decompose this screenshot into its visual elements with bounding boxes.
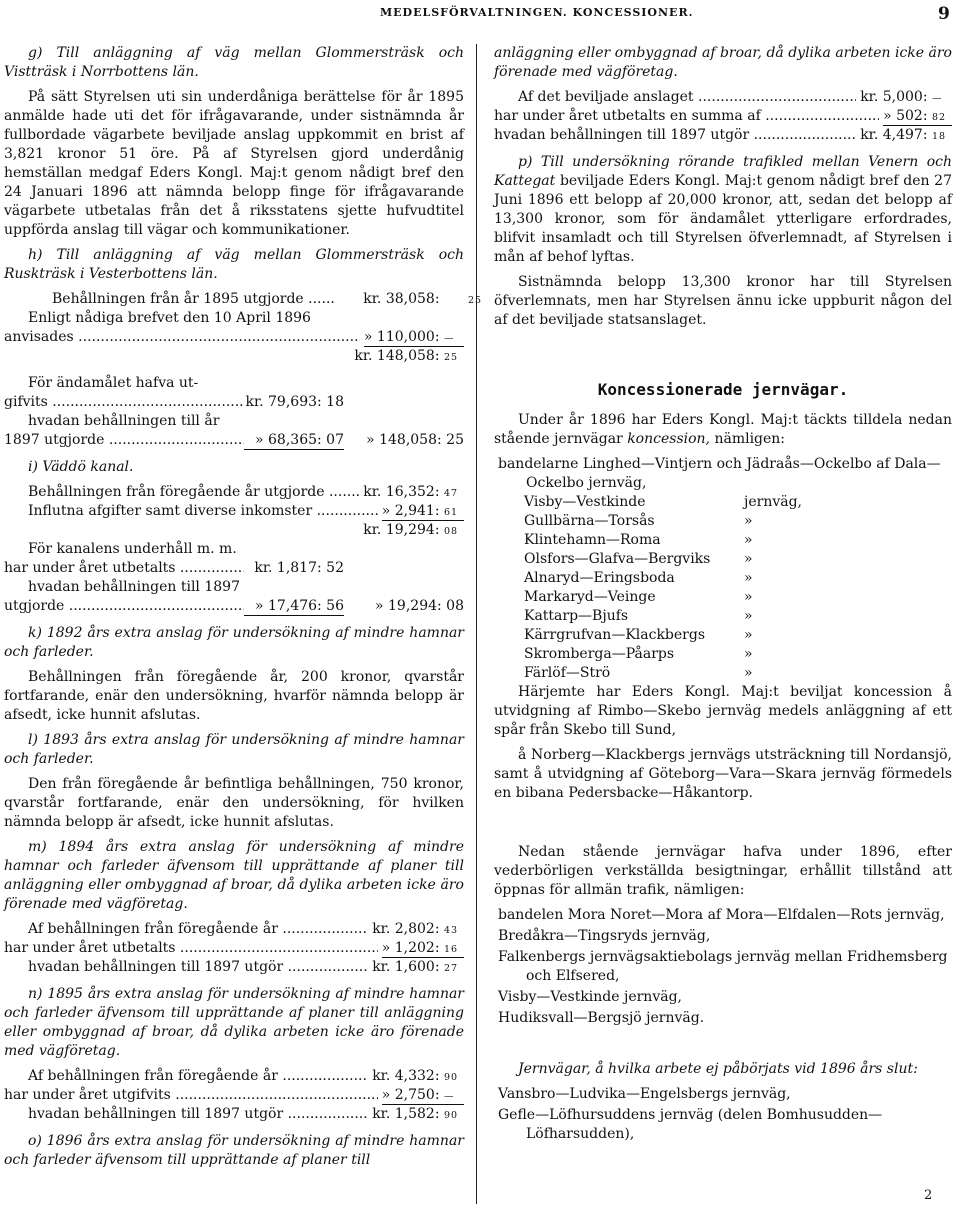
ledger-row: Influtna afgifter samt diverse inkomster ..... » 2,941: 61 xyxy=(4,502,464,521)
not-started-title: Jernvägar, å hvilka arbete ej påbörjats vid 1896 års slut: xyxy=(518,1061,918,1077)
railway-line-item: Gullbärna—Torsås » xyxy=(524,513,753,529)
ledger-row: 1897 utgjorde ..... » 68,365: 07 » 148,058: 25 xyxy=(4,431,464,450)
page-header xyxy=(0,4,960,24)
ledger-text: hvadan behållningen till år xyxy=(28,413,220,429)
railway-line-item: Färlöf—Strö » xyxy=(524,665,753,681)
section-l-paragraph: Den från föregående år befintliga behållningen, 750 kronor, qvarstår fortfarande, enär den undersökning, för hvilken nämnda belopp är afsedt, icke hunnit afslutas. xyxy=(4,776,464,830)
norberg-paragraph: å Norberg—Klackbergs jernvägs utsträckning till Nordansjö, samt å utvidgning af Göteborg—Vara—Skara jernväg förmedels en bibana Pedersbacke—Håkantorp. xyxy=(494,747,952,801)
intro-paragraph: Under år 1896 har Eders Kongl. Maj:t täckts tilldela nedan stående jernvägar koncession, nämligen: xyxy=(494,412,952,447)
ledger-row: har under året utgifvits ..... » 2,750: — xyxy=(4,1086,464,1105)
running-title: MEDELSFÖRVALTNINGEN. KONCESSIONER. xyxy=(380,6,694,19)
ledger-row: hvadan behållningen till 1897 utgör ..... kr. 1,582: 90 xyxy=(4,1105,464,1124)
ledger-row: Af behållningen från föregående år ..... kr. 2,802: 43 xyxy=(4,920,464,939)
ledger-text: Enligt nådiga brefvet den 10 April 1896 xyxy=(28,310,311,326)
section-heading: Koncessionerade jernvägar. xyxy=(597,380,849,399)
railway-line-item: Markaryd—Veinge » xyxy=(524,589,753,605)
section-g-title: g) Till anläggning af väg mellan Glommersträsk och Vistträsk i Norrbottens län. xyxy=(4,45,464,80)
signature-mark: 2 xyxy=(924,1188,933,1203)
railway-line-item: Klintehamn—Roma » xyxy=(524,532,753,548)
ledger-row: hvadan behållningen till 1897 utgör ..... kr. 4,497: 18 xyxy=(494,126,952,145)
railway-line-item: Olsfors—Glafva—Bergviks » xyxy=(524,551,753,567)
opened-intro: Nedan stående jernvägar hafva under 1896, efter vederbörligen verkställda besigtningar, erhållit tillstånd att öppnas för allmän trafik, nämligen: xyxy=(494,844,952,898)
railway-line-item: Skromberga—Påarps » xyxy=(524,646,753,662)
section-p-title: p) Till undersökning rörande trafikled mellan Venern och Kattegat xyxy=(494,154,952,189)
ledger-row: utgjorde ..... » 17,476: 56 » 19,294: 08 xyxy=(4,597,464,616)
ledger-row: Af det beviljade anslaget ..... kr. 5,000: — xyxy=(494,88,952,107)
not-started-item: Gefle—Löfhursuddens jernväg (delen Bomhusudden—Löfharsudden), xyxy=(498,1107,883,1142)
ledger-row: anvisades ..... » 110,000: — xyxy=(4,328,464,347)
ledger-row: Behållningen från år 1895 utgjorde ..... kr. 38,058: 25 xyxy=(4,290,464,309)
ledger-row: har under året utbetalts ..... » 1,202: 16 xyxy=(4,939,464,958)
not-started-item: Vansbro—Ludvika—Engelsbergs jernväg, xyxy=(498,1086,791,1102)
ledger-row: Af behållningen från föregående år ..... kr. 4,332: 90 xyxy=(4,1067,464,1086)
opened-item: Falkenbergs jernvägsaktiebolags jernväg mellan Fridhemsberg och Elfsered, xyxy=(498,949,948,984)
section-k-title: k) 1892 års extra anslag för undersökning af mindre hamnar och farleder. xyxy=(4,625,464,660)
opened-item: Visby—Vestkinde jernväg, xyxy=(498,989,682,1005)
section-g-paragraph: På sätt Styrelsen uti sin underdåniga berättelse för år 1895 anmälde hade uti det för ifrågavarande, under sistnämnda år fullbordade vägarbete beviljade anslag uppkommit en brist af 3,821 kronor 51 öre. På af Styrelsen gjord underdånig hemställan medgaf Eders Kongl. Maj:t genom nådigt bref den 24 Januari 1896 att nämnda belopp finge för ifrågavarande vägarbete utbetalas från det å riksstatens sjette hufvudtitel uppförda anslag till vägar och kommunikationer. xyxy=(4,89,464,238)
ledger-row: hvadan behållningen till 1897 utgör ..... kr. 1,600: 27 xyxy=(4,958,464,977)
railway-line-item: Kattarp—Bjufs » xyxy=(524,608,753,624)
section-k-paragraph: Behållningen från föregående år, 200 kronor, qvarstår fortfarande, enär den undersökning, hvarför nämnda belopp är afsedt, icke hunnit afslutas. xyxy=(4,669,464,723)
section-p-paragraph: beviljade Eders Kongl. Maj:t genom nådigt bref den 27 Juni 1896 ett belopp af 20,000 kronor, att, sedan det belopp af 13,300 kronor, som för ändamålet ytterligare erfordrades, blifvit insamladt och till Styrelsen öfverlemnadt, af Styrelsen i mån af behof lyftas. xyxy=(494,173,952,265)
section-p xyxy=(494,153,952,267)
ledger-text: För kanalens underhåll m. m. xyxy=(28,541,237,557)
railway-line-item: Kärrgrufvan—Klackbergs » xyxy=(524,627,753,643)
section-m-title: m) 1894 års extra anslag för undersökning af mindre hamnar och farleder äfvensom till upprättande af planer till anläggning eller ombyggnad af broar, då dylika arbeten icke äro förenade med vägföretag. xyxy=(4,839,464,912)
section-i-title: i) Väddö kanal. xyxy=(28,459,134,475)
ledger-row: Behållningen från föregående år utgjorde ..... kr. 16,352: 47 xyxy=(4,483,464,502)
section-o-title: o) 1896 års extra anslag för undersökning af mindre hamnar och farleder äfvensom till upprättande af planer till xyxy=(4,1133,464,1168)
railway-line-item: Alnaryd—Eringsboda » xyxy=(524,570,753,586)
section-n-title: n) 1895 års extra anslag för undersökning af mindre hamnar och farleder äfvensom till upprättande af planer till anläggning eller ombyggnad af broar, då dylika arbeten icke äro förenade med vägföretag. xyxy=(4,986,464,1059)
column-divider xyxy=(476,44,477,1204)
railway-line-item: bandelarne Linghed—Vintjern och Jädraås—Ockelbo af Dala—Ockelbo jernväg, xyxy=(498,456,941,491)
ledger-row: gifvits ..... kr. 79,693: 18 xyxy=(4,393,464,412)
section-p-paragraph-2: Sistnämnda belopp 13,300 kronor har till Styrelsen öfverlemnats, men har Styrelsen ännu icke uppburit någon del af det beviljade statsanslaget. xyxy=(494,274,952,328)
left-column xyxy=(4,44,483,1176)
ledger-sum-row: kr. 148,058: 25 xyxy=(354,348,459,364)
section-l-title: l) 1893 års extra anslag för undersökning af mindre hamnar och farleder. xyxy=(4,732,464,767)
ledger-row: har under året utbetalts en summa af ..... » 502: 82 xyxy=(494,107,952,126)
right-column xyxy=(494,44,952,1203)
railway-list xyxy=(524,493,952,683)
railway-line-item: Visby—Vestkinde jernväg, xyxy=(524,494,803,510)
page-number: 9 xyxy=(938,4,950,24)
section-o-continuation: anläggning eller ombyggnad af broar, då dylika arbeten icke äro förenade med vägföretag. xyxy=(494,45,952,80)
ledger-text: hvadan behållningen till 1897 xyxy=(28,579,240,595)
ledger-sum-row: kr. 19,294: 08 xyxy=(363,522,459,538)
harjemte-paragraph: Härjemte har Eders Kongl. Maj:t beviljat koncession å utvidgning af Rimbo—Skebo jernväg medels anläggning af ett spår från Skebo till Sund, xyxy=(494,684,952,738)
opened-item: bandelen Mora Noret—Mora af Mora—Elfdalen—Rots jernväg, xyxy=(498,907,945,923)
section-h-title: h) Till anläggning af väg mellan Glommersträsk och Ruskträsk i Vesterbottens län. xyxy=(4,247,464,282)
opened-item: Hudiksvall—Bergsjö jernväg. xyxy=(498,1010,705,1026)
opened-item: Bredåkra—Tingsryds jernväg, xyxy=(498,928,711,944)
ledger-row: har under året utbetalts ..... kr. 1,817: 52 xyxy=(4,559,464,578)
ledger-text: För ändamålet hafva ut- xyxy=(28,375,199,391)
